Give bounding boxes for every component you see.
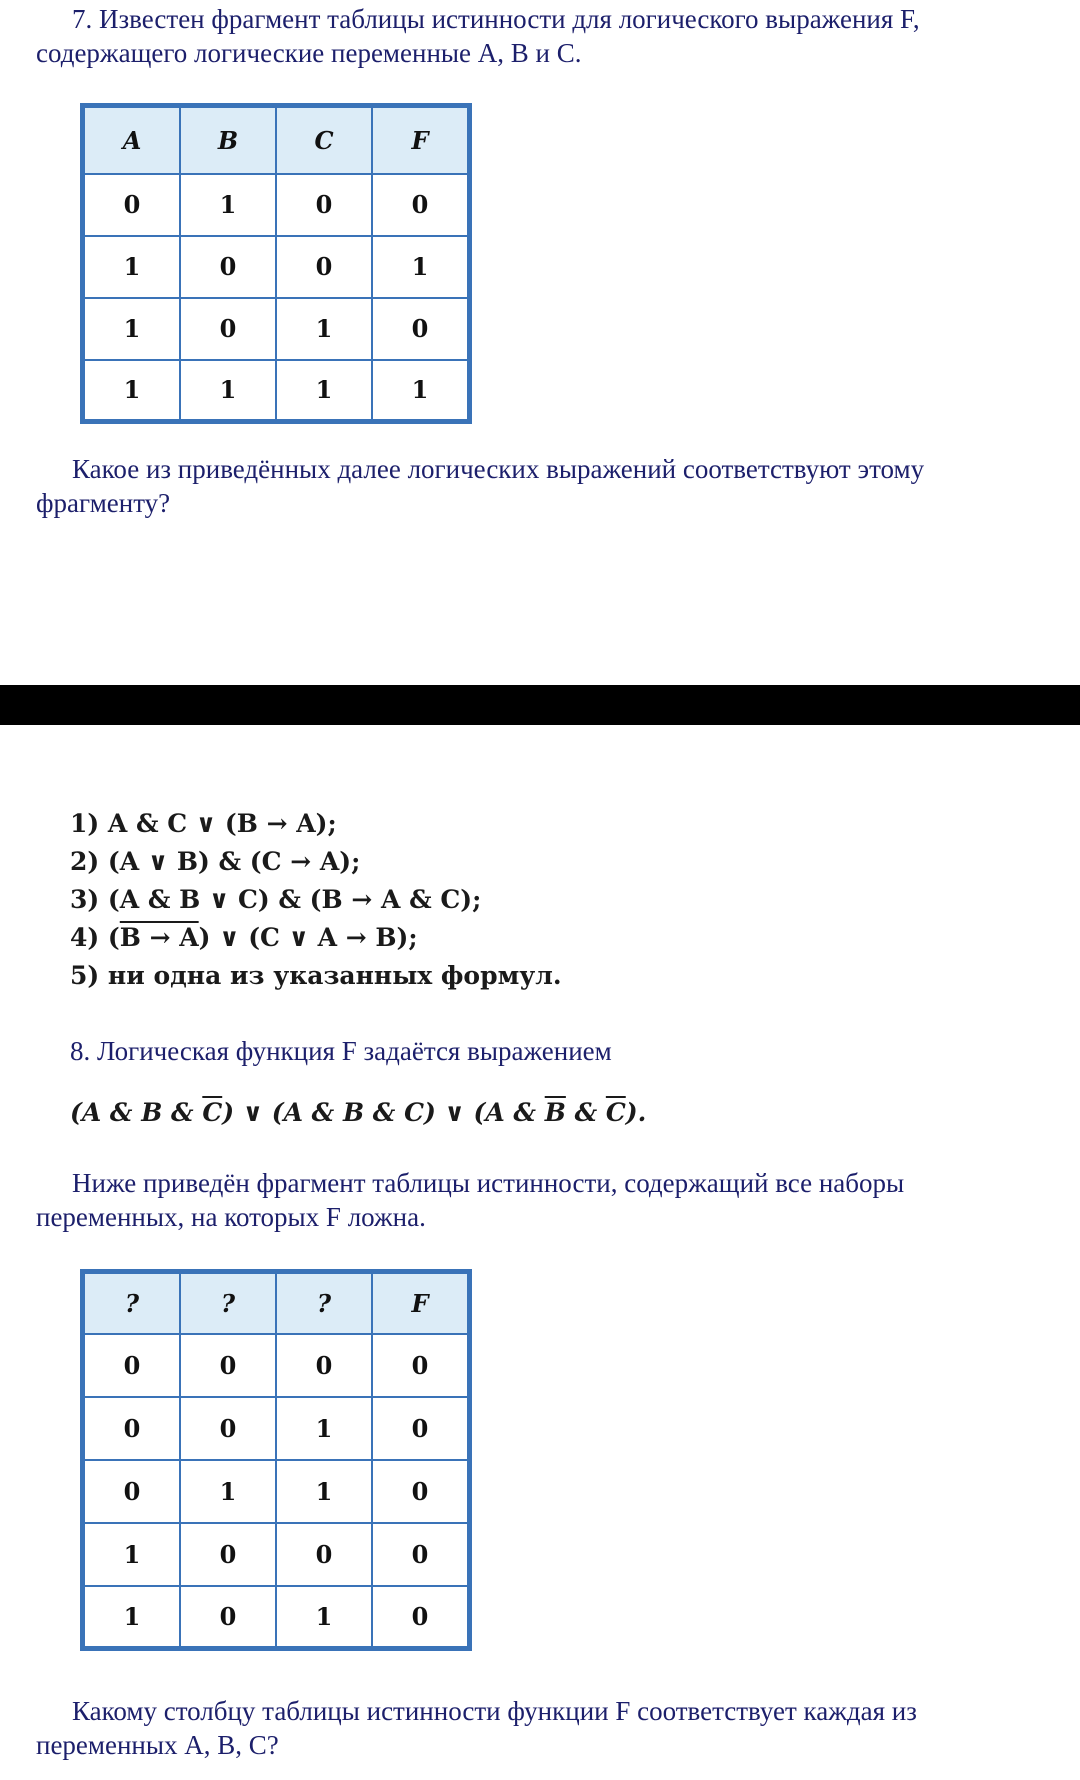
cell: 0: [180, 298, 276, 360]
cell: 1: [276, 360, 372, 422]
header-cell: C: [276, 106, 372, 174]
header-cell: ?: [83, 1272, 181, 1334]
cell: 1: [276, 1586, 372, 1649]
q8-text: 8. Логическая функция F задаётся выражением: [70, 1036, 612, 1066]
option-4-part: 4) (: [70, 923, 120, 952]
header-cell: ?: [180, 1272, 276, 1334]
q8-truth-table: [80, 1269, 472, 1651]
cell: 0: [372, 1397, 470, 1460]
cell: 1: [83, 298, 181, 360]
cell: 1: [180, 360, 276, 422]
q8-formula: [70, 1098, 646, 1127]
cell: 1: [180, 1460, 276, 1523]
cell: 1: [83, 1586, 181, 1649]
header-cell: F: [372, 106, 470, 174]
formula-negated: $\overline{C}$: [202, 1098, 223, 1127]
cell: 1: [83, 236, 181, 298]
cell: 0: [83, 1397, 181, 1460]
table-header-row: [83, 106, 470, 174]
table-header-row: [83, 1272, 470, 1334]
q7-text: 7. Известен фрагмент таблицы истинности для логического выражения F, содержащего логические переменные A, B и C.: [36, 4, 920, 68]
cell: 1: [83, 1523, 181, 1586]
option-4: [70, 919, 562, 957]
formula-negated: $\overline{B}$: [544, 1098, 566, 1127]
header-cell: B: [180, 106, 276, 174]
table-row: [83, 298, 470, 360]
cell: 0: [372, 298, 470, 360]
cell: 0: [180, 236, 276, 298]
header-cell: F: [372, 1272, 470, 1334]
table-row: [83, 360, 470, 422]
q7-options: [70, 805, 562, 995]
option-3: 3) (A & B ∨ C) & (B → A & C);: [70, 885, 482, 914]
q7-question: Какое из приведённых далее логических выражений соответствуют этому фрагменту?: [36, 454, 925, 518]
cell: 0: [372, 1334, 470, 1397]
option-1: 1) A & C ∨ (B → A);: [70, 809, 337, 838]
table-row: [83, 1397, 470, 1460]
cell: 0: [276, 236, 372, 298]
cell: 0: [83, 1460, 181, 1523]
option-2: 2) (A ∨ B) & (C → A);: [70, 847, 361, 876]
cell: 1: [83, 360, 181, 422]
option-4-part: ) ∨ (C ∨ A → B);: [198, 923, 418, 952]
table-row: [83, 236, 470, 298]
cell: 1: [180, 174, 276, 236]
cell: 0: [180, 1334, 276, 1397]
header-cell: ?: [276, 1272, 372, 1334]
cell: 0: [276, 174, 372, 236]
black-divider-bar: [0, 685, 1080, 725]
cell: 0: [180, 1523, 276, 1586]
formula-part: &: [565, 1098, 606, 1127]
cell: 0: [83, 1334, 181, 1397]
q8-question: Какому столбцу таблицы истинности функции F соответствует каждая из переменных A, B, C?: [36, 1696, 917, 1760]
cell: 0: [276, 1523, 372, 1586]
cell: 1: [276, 1397, 372, 1460]
cell: 0: [372, 1523, 470, 1586]
q8-paragraph: Ниже приведён фрагмент таблицы истинности, содержащий все наборы переменных, на которых F ложна.: [36, 1168, 905, 1232]
table-row: [83, 1523, 470, 1586]
option-4-negated: B → A: [119, 923, 199, 952]
table-row: [83, 1334, 470, 1397]
table-row: [83, 1586, 470, 1649]
q7-truth-table: [80, 103, 472, 424]
cell: 1: [372, 360, 470, 422]
formula-part: (A & B &: [70, 1098, 203, 1127]
cell: 0: [180, 1586, 276, 1649]
cell: 0: [180, 1397, 276, 1460]
table-row: [83, 1460, 470, 1523]
cell: 0: [276, 1334, 372, 1397]
cell: 1: [276, 298, 372, 360]
option-5: 5) ни одна из указанных формул.: [70, 961, 562, 990]
cell: 0: [372, 174, 470, 236]
table-row: [83, 174, 470, 236]
formula-part: ) ∨ (A & B & C) ∨ (A &: [222, 1098, 545, 1127]
cell: 0: [372, 1586, 470, 1649]
formula-negated: $\overline{C}$: [605, 1098, 626, 1127]
header-cell: A: [83, 106, 181, 174]
formula-part: ).: [625, 1098, 647, 1127]
cell: 0: [372, 1460, 470, 1523]
cell: 1: [276, 1460, 372, 1523]
cell: 0: [83, 174, 181, 236]
cell: 1: [372, 236, 470, 298]
